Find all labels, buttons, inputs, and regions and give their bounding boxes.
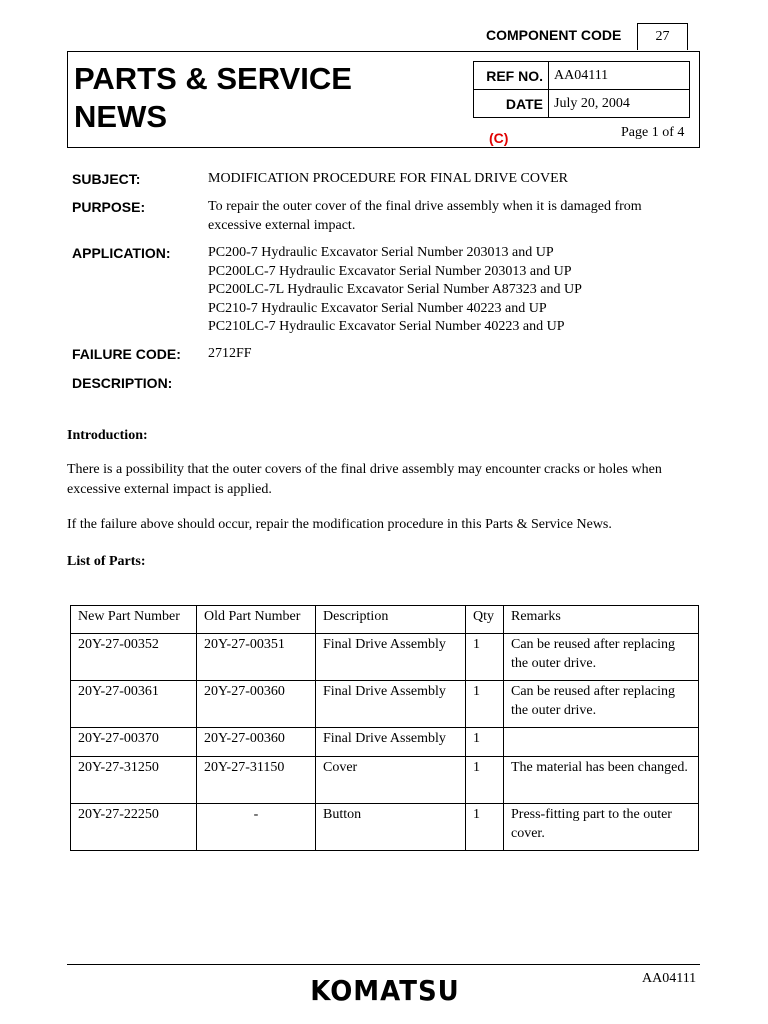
remarks-cell: Can be reused after replacing the outer drive. xyxy=(504,681,699,728)
parts-heading: List of Parts: xyxy=(67,554,146,569)
old-part-number-cell: - xyxy=(197,804,316,851)
application-item: PC200LC-7L Hydraulic Excavator Serial Number A87323 and UP xyxy=(208,282,582,297)
remarks-cell: The material has been changed. xyxy=(504,757,699,804)
qty-cell: 1 xyxy=(466,804,504,851)
qty-cell: 1 xyxy=(466,681,504,728)
svg-text:KOMATSU: KOMATSU xyxy=(312,975,458,1003)
parts-table xyxy=(70,605,699,851)
date-label: DATE xyxy=(474,90,549,118)
new-part-number-cell: 20Y-27-22250 xyxy=(71,804,197,851)
description-cell: Final Drive Assembly xyxy=(316,728,466,757)
reference-table xyxy=(473,61,690,118)
description-label: DESCRIPTION: xyxy=(72,375,173,391)
new-part-number-cell: 20Y-27-00361 xyxy=(71,681,197,728)
intro-paragraph-1: There is a possibility that the outer covers of the final drive assembly may encounter cracks or holes when excessive external impact is applied. xyxy=(67,462,662,497)
column-header: Qty xyxy=(466,606,504,634)
remarks-cell xyxy=(504,728,699,757)
footer-divider xyxy=(67,964,700,965)
old-part-number-cell: 20Y-27-00360 xyxy=(197,681,316,728)
column-header: Remarks xyxy=(504,606,699,634)
komatsu-logo-mark xyxy=(312,975,458,1003)
table-row xyxy=(71,757,699,804)
description-cell: Final Drive Assembly xyxy=(316,634,466,681)
old-part-number-cell: 20Y-27-00360 xyxy=(197,728,316,757)
component-code-label: COMPONENT CODE xyxy=(486,27,622,43)
purpose-value: To repair the outer cover of the final drive assembly when it is damaged from excessive external impact. xyxy=(208,199,642,233)
title-line-1: PARTS & SERVICE xyxy=(74,61,352,96)
date-value: July 20, 2004 xyxy=(549,90,690,118)
title-line-2: NEWS xyxy=(74,99,167,134)
new-part-number-cell: 20Y-27-00352 xyxy=(71,634,197,681)
application-item: PC200LC-7 Hydraulic Excavator Serial Number 203013 and UP xyxy=(208,263,572,279)
qty-cell: 1 xyxy=(466,757,504,804)
description-cell: Button xyxy=(316,804,466,851)
column-header: Old Part Number xyxy=(197,606,316,634)
table-row xyxy=(71,728,699,757)
failure-code-value: 2712FF xyxy=(208,346,252,361)
ref-no-value: AA04111 xyxy=(549,62,690,90)
application-item: PC210-7 Hydraulic Excavator Serial Number 40223 and UP xyxy=(208,300,547,316)
application-item: PC210LC-7 Hydraulic Excavator Serial Number 40223 and UP xyxy=(208,319,565,334)
document-title xyxy=(74,60,352,136)
page-indicator: Page 1 of 4 xyxy=(621,125,685,140)
subject-value: MODIFICATION PROCEDURE FOR FINAL DRIVE COVER xyxy=(208,171,569,186)
application-list xyxy=(208,244,688,337)
component-code-value: 27 xyxy=(637,23,688,50)
table-header-row xyxy=(71,606,699,634)
application-item: PC200-7 Hydraulic Excavator Serial Number 203013 and UP xyxy=(208,245,554,260)
old-part-number-cell: 20Y-27-00351 xyxy=(197,634,316,681)
qty-cell: 1 xyxy=(466,728,504,757)
remarks-cell: Can be reused after replacing the outer drive. xyxy=(504,634,699,681)
komatsu-logo xyxy=(312,975,458,1008)
application-label: APPLICATION: xyxy=(72,245,171,261)
table-row xyxy=(71,634,699,681)
purpose-label: PURPOSE: xyxy=(72,199,146,215)
copyright-mark: (C) xyxy=(489,130,509,146)
intro-heading: Introduction: xyxy=(67,428,148,443)
ref-no-label: REF NO. xyxy=(474,62,549,90)
old-part-number-cell: 20Y-27-31150 xyxy=(197,757,316,804)
new-part-number-cell: 20Y-27-31250 xyxy=(71,757,197,804)
table-row xyxy=(71,681,699,728)
failure-code-label: FAILURE CODE: xyxy=(72,346,181,362)
description-cell: Final Drive Assembly xyxy=(316,681,466,728)
subject-label: SUBJECT: xyxy=(72,171,141,187)
intro-paragraph-2: If the failure above should occur, repair the modification procedure in this Parts & Service News. xyxy=(67,517,612,532)
table-row xyxy=(71,804,699,851)
column-header: Description xyxy=(316,606,466,634)
footer-reference: AA04111 xyxy=(642,971,697,986)
description-cell: Cover xyxy=(316,757,466,804)
new-part-number-cell: 20Y-27-00370 xyxy=(71,728,197,757)
column-header: New Part Number xyxy=(71,606,197,634)
remarks-cell: Press-fitting part to the outer cover. xyxy=(504,804,699,851)
qty-cell: 1 xyxy=(466,634,504,681)
